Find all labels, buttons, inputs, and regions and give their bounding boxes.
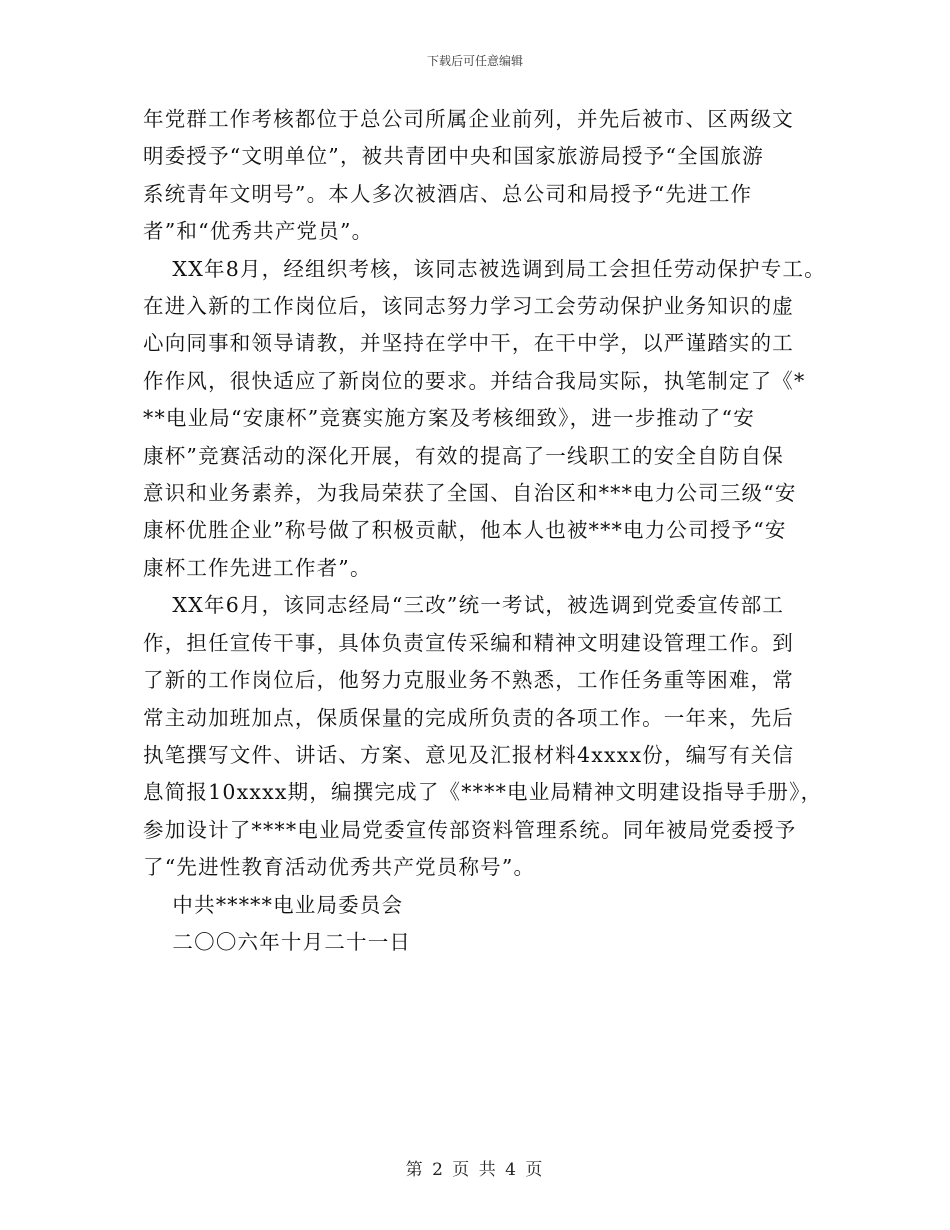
text-line: 作作风，很快适应了新岗位的要求。并结合我局实际，执笔制定了《* (143, 368, 806, 393)
signature-organization: 中共*****电业局委员会 (143, 892, 404, 917)
text-line: XX年6月，该同志经局“三改”统一考试，被选调到党委宣传部工 (143, 593, 785, 618)
text-line: 康杯”竞赛活动的深化开展，有效的提高了一线职工的安全自防自保 (143, 443, 784, 468)
text-line: 息简报10xxxx期，编撰完成了《****电业局精神文明建设指导手册》， (143, 780, 823, 805)
text-line: 系统青年文明号”。本人多次被酒店、总公司和局授予“先进工作 (143, 181, 753, 206)
text-line: 意识和业务素养，为我局荣获了全国、自治区和***电力公司三级“安 (143, 481, 797, 506)
page-header: 下载后可任意编辑 (426, 54, 523, 68)
text-line: 明委授予“文明单位”，被共青团中央和国家旅游局授予“全国旅游 (143, 144, 764, 169)
document-body (143, 101, 826, 961)
text-line: 心向同事和领导请教，并坚持在学中干，在干中学，以严谨踏实的工 (143, 331, 794, 356)
signature-date: 二〇〇六年十月二十一日 (143, 929, 412, 954)
text-line: 在进入新的工作岗位后，该同志努力学习工会劳动保护业务知识的虚 (143, 294, 794, 319)
text-line: 作，担任宣传干事，具体负责宣传采编和精神文明建设管理工作。到 (143, 630, 794, 655)
text-line: 康杯工作先进工作者”。 (143, 555, 372, 580)
page-number: 第 2 页 共 4 页 (405, 1160, 545, 1180)
text-line: 参加设计了****电业局党委宣传部资料管理系统。同年被局党委授予 (143, 817, 797, 842)
text-line: 了新的工作岗位后，他努力克服业务不熟悉，工作任务重等困难，常 (143, 668, 794, 693)
text-line: 者”和“优秀共产党员”。 (143, 219, 374, 244)
text-line: 了“先进性教育活动优秀共产党员称号”。 (143, 855, 536, 880)
text-line: XX年8月，经组织考核，该同志被选调到局工会担任劳动保护专工。 (143, 256, 826, 281)
text-line: **电业局“安康杯”竞赛实施方案及考核细致》，进一步推动了“安 (143, 406, 755, 431)
text-line: 常主动加班加点，保质保量的完成所负责的各项工作。一年来，先后 (143, 705, 794, 730)
text-line: 康杯优胜企业”称号做了积极贡献，他本人也被***电力公司授予“安 (143, 518, 787, 543)
text-line: 执笔撰写文件、讲话、方案、意见及汇报材料4xxxx份，编写有关信 (143, 742, 795, 767)
text-line: 年党群工作考核都位于总公司所属企业前列，并先后被市、区两级文 (143, 107, 794, 131)
